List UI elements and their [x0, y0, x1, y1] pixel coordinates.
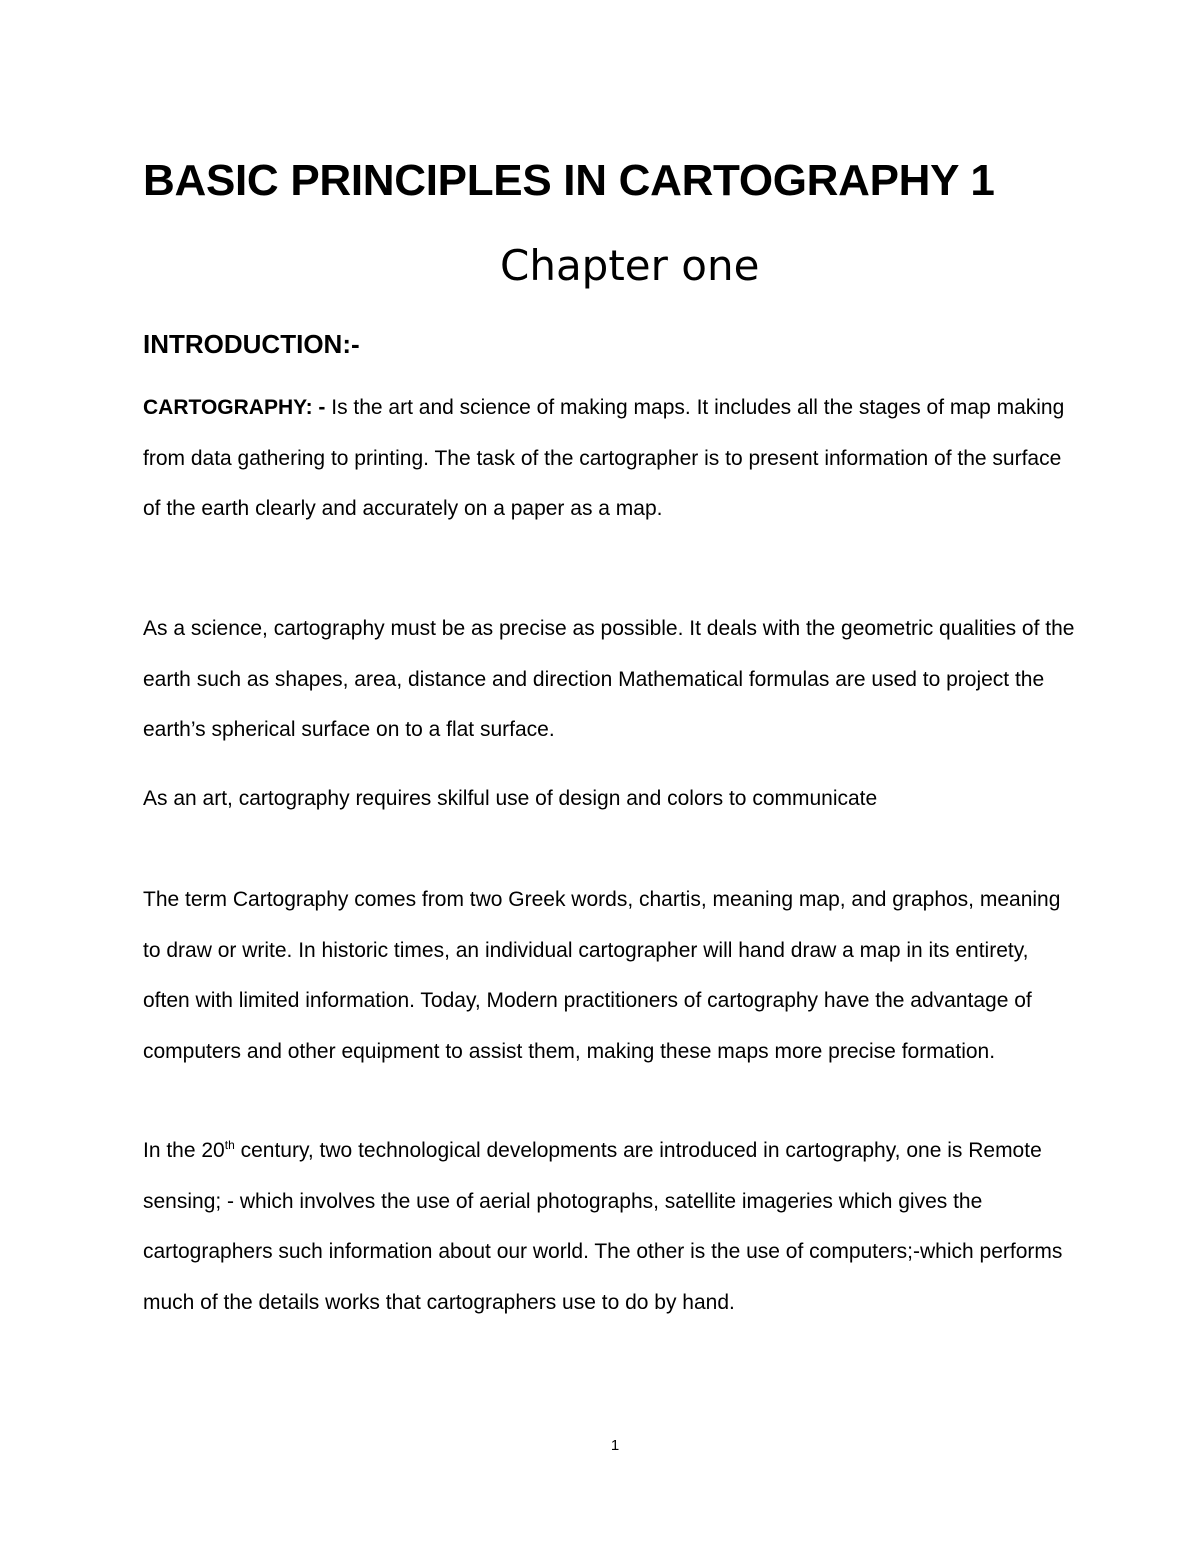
chapter-heading: Chapter one: [500, 241, 760, 290]
section-heading: INTRODUCTION:-: [143, 329, 360, 359]
definition-text: Is the art and science of making maps. It includes all the stages of map making from data gathering to printing. The task of the cartographer is to present information of the surface of the earth clearly and accurately on a paper as a map.: [143, 396, 1065, 520]
text-before-superscript: In the 20: [143, 1139, 225, 1162]
paragraph-art: As an art, cartography requires skilful use of design and colors to communicate: [143, 787, 878, 810]
paragraph-science: As a science, cartography must be as precise as possible. It deals with the geometric qualities of the earth such as shapes, area, distance and direction Mathematical formulas are used to project the earth’s spherical surface on to a flat surface.: [143, 617, 1075, 741]
page-number: 1: [610, 1437, 620, 1454]
ordinal-superscript: th: [224, 1138, 235, 1152]
text-after-superscript: century, two technological developments are introduced in cartography, one is Remote sensing; - which involves the use of aerial photographs, satellite imageries which gives the cartographers such information about our world. The other is the use of computers;-which performs much of the details works that cartographers use to do by hand.: [143, 1139, 1063, 1314]
paragraph-cartography-definition: [143, 383, 1079, 535]
paragraph-twentieth-century: [143, 1126, 1079, 1328]
paragraph-etymology: The term Cartography comes from two Greek words, chartis, meaning map, and graphos, meaning to draw or write. In historic times, an individual cartographer will hand draw a map in its entirety, often with limited information. Today, Modern practitioners of cartography have the advantage of computers and other equipment to assist them, making these maps more precise formation.: [143, 888, 1061, 1063]
document-title: BASIC PRINCIPLES IN CARTOGRAPHY 1: [143, 156, 995, 205]
term-cartography: CARTOGRAPHY: -: [143, 396, 332, 419]
